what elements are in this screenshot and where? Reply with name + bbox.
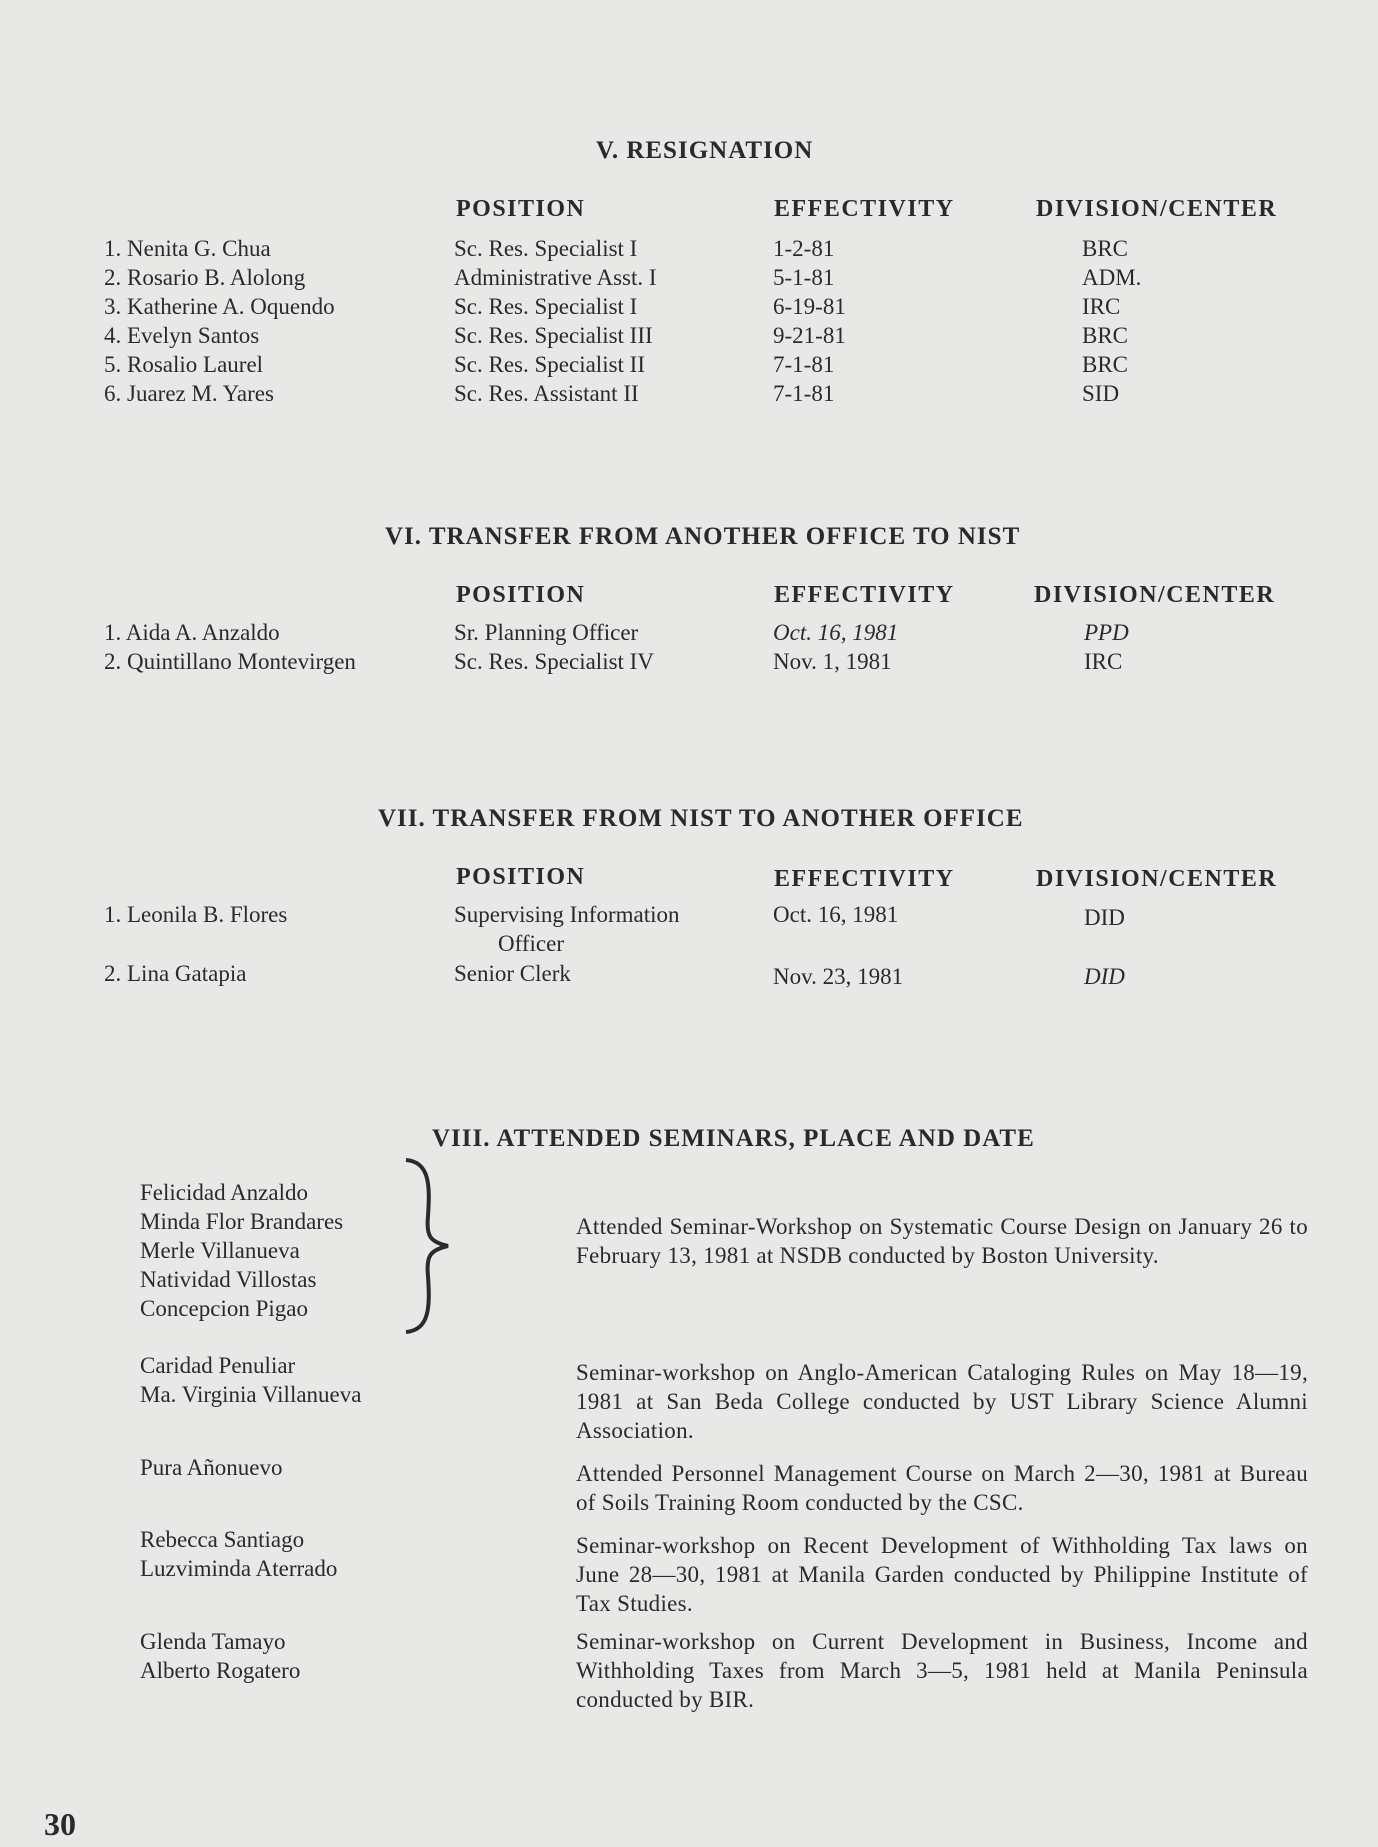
header-division: DIVISION/CENTER	[1036, 866, 1278, 892]
row-division: PPD	[1084, 620, 1129, 645]
attendee-name: Glenda Tamayo	[140, 1629, 286, 1654]
row-effectivity: Oct. 16, 1981	[773, 620, 899, 645]
row-position: Sc. Res. Specialist IV	[454, 649, 654, 674]
section-title-transfer-out: VII. TRANSFER FROM NIST TO ANOTHER OFFICE	[378, 805, 1024, 832]
row-effectivity: 5-1-81	[773, 265, 835, 290]
seminar-attendees	[140, 1178, 343, 1323]
row-effectivity: Nov. 1, 1981	[773, 649, 892, 674]
header-position: POSITION	[456, 582, 586, 608]
row-name: 2. Quintillano Montevirgen	[104, 649, 356, 674]
row-effectivity: 6-19-81	[773, 294, 846, 319]
attendee-name: Minda Flor Brandares	[140, 1209, 344, 1234]
row-name: 2. Lina Gatapia	[104, 961, 247, 986]
row-position: Sc. Res. Specialist I	[454, 236, 638, 261]
row-effectivity: 9-21-81	[773, 323, 846, 348]
row-name: 4. Evelyn Santos	[104, 323, 260, 348]
seminar-description: Seminar-workshop on Anglo-American Cataloging Rules on May 18—19, 1981 at San Beda College conducted by UST Library Science Alumni Association.	[576, 1360, 1308, 1443]
attendee-name: Caridad Penuliar	[140, 1353, 296, 1378]
row-name: 5. Rosalio Laurel	[104, 352, 264, 377]
row-division: SID	[1082, 381, 1120, 406]
attendee-name: Felicidad Anzaldo	[140, 1180, 308, 1205]
header-position: POSITION	[456, 196, 586, 222]
section-title-seminars: VIII. ATTENDED SEMINARS, PLACE AND DATE	[432, 1125, 1035, 1152]
row-position: Sc. Res. Specialist III	[454, 323, 653, 348]
row-position: Sc. Res. Assistant II	[454, 381, 639, 406]
row-effectivity: Nov. 23, 1981	[773, 964, 904, 989]
seminar-attendees	[140, 1627, 300, 1685]
attendee-name: Merle Villanueva	[140, 1238, 300, 1263]
row-position: Senior Clerk	[454, 961, 571, 986]
row-position: Sc. Res. Specialist I	[454, 294, 638, 319]
row-division: IRC	[1082, 294, 1121, 319]
attendee-name: Luzviminda Aterrado	[140, 1556, 338, 1581]
attendee-name: Concepcion Pigao	[140, 1296, 308, 1321]
row-effectivity: 7-1-81	[773, 352, 835, 377]
seminar-attendees	[140, 1351, 361, 1409]
row-division: BRC	[1082, 352, 1129, 377]
attendee-name: Rebecca Santiago	[140, 1527, 305, 1552]
row-division: BRC	[1082, 236, 1129, 261]
row-division: IRC	[1084, 649, 1123, 674]
header-effectivity: EFFECTIVITY	[774, 196, 955, 222]
seminar-attendees	[140, 1525, 337, 1583]
row-position: Administrative Asst. I	[454, 265, 657, 290]
row-name: 1. Aida A. Anzaldo	[104, 620, 280, 645]
header-effectivity: EFFECTIVITY	[774, 582, 955, 608]
seminar-description: Seminar-workshop on Current Development in Business, Income and Withholding Taxes from March 3—5, 1981 held at Manila Peninsula conducted by BIR.	[576, 1629, 1308, 1712]
curly-brace-icon	[400, 1156, 460, 1336]
attendee-name: Natividad Villostas	[140, 1267, 317, 1292]
seminar-description: Seminar-workshop on Recent Development of Withholding Tax laws on June 28—30, 1981 at Manila Garden conducted by Philippine Institute of Tax Studies.	[576, 1533, 1308, 1616]
row-position: Supervising Information	[454, 902, 680, 927]
row-name: 2. Rosario B. Alolong	[104, 265, 306, 290]
row-name: 1. Nenita G. Chua	[104, 236, 271, 261]
row-division: DID	[1084, 905, 1125, 930]
attendee-name: Alberto Rogatero	[140, 1658, 301, 1683]
attendee-name: Ma. Virginia Villanueva	[140, 1382, 362, 1407]
row-position: Sr. Planning Officer	[454, 620, 639, 645]
row-division: BRC	[1082, 323, 1129, 348]
seminar-description: Attended Personnel Management Course on March 2—30, 1981 at Bureau of Soils Training Room conducted by the CSC.	[576, 1461, 1308, 1515]
attendee-name: Pura Añonuevo	[140, 1455, 283, 1480]
row-name: 3. Katherine A. Oquendo	[104, 294, 335, 319]
seminar-description: Attended Seminar-Workshop on Systematic Course Design on January 26 to February 13, 1981 at NSDB conducted by Boston University.	[576, 1214, 1308, 1268]
section-title-resignation: V. RESIGNATION	[596, 137, 814, 164]
header-position: POSITION	[456, 864, 586, 890]
header-effectivity: EFFECTIVITY	[774, 866, 955, 892]
row-name: 6. Juarez M. Yares	[104, 381, 274, 406]
page-number: 30	[44, 1806, 76, 1842]
header-division: DIVISION/CENTER	[1034, 582, 1276, 608]
header-division: DIVISION/CENTER	[1036, 196, 1278, 222]
row-name: 1. Leonila B. Flores	[104, 902, 288, 927]
row-division: ADM.	[1082, 265, 1142, 290]
seminar-attendees	[140, 1453, 282, 1482]
row-position: Sc. Res. Specialist II	[454, 352, 645, 377]
row-position-continued: Officer	[498, 931, 564, 956]
row-effectivity: 7-1-81	[773, 381, 835, 406]
section-title-transfer-in: VI. TRANSFER FROM ANOTHER OFFICE TO NIST	[385, 523, 1021, 550]
row-effectivity: 1-2-81	[773, 236, 835, 261]
row-division: DID	[1084, 964, 1125, 989]
row-effectivity: Oct. 16, 1981	[773, 902, 899, 927]
